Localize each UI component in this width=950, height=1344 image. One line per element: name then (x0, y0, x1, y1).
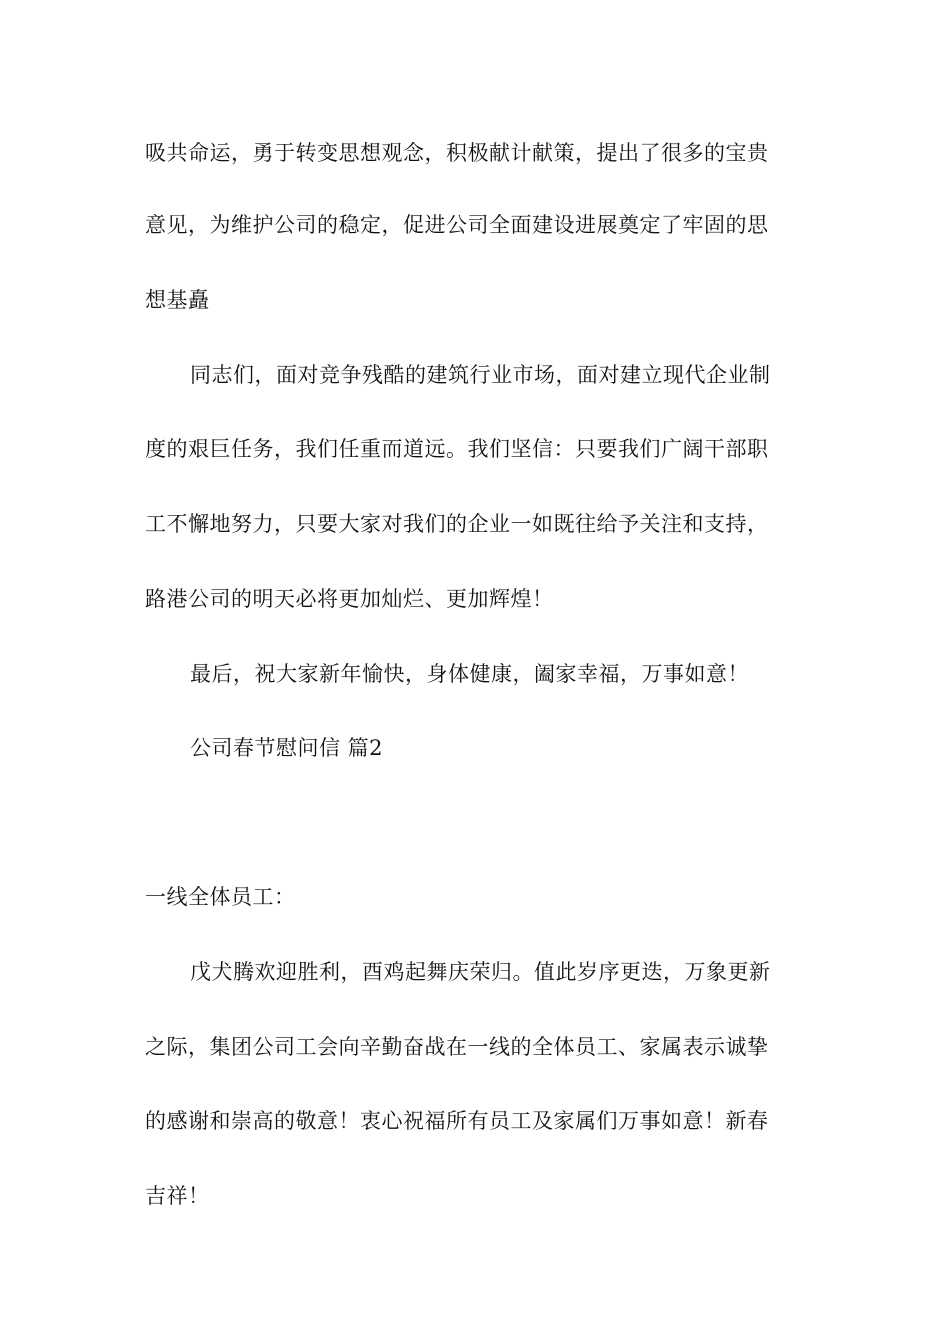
section-heading: 公司春节慰问信 篇2 (190, 736, 384, 760)
paragraph-line: 吉祥！ (145, 1184, 210, 1208)
paragraph-line: 工不懈地努力，只要大家对我们的企业一如既往给予关注和支持， (145, 512, 769, 536)
salutation: 一线全体员工： (145, 885, 296, 909)
paragraph-line: 之际，集团公司工会向辛勤奋战在一线的全体员工、家属表示诚挚 (145, 1035, 769, 1059)
paragraph-line: 想基矗 (145, 288, 210, 312)
paragraph-line: 度的艰巨任务，我们任重而道远。我们坚信：只要我们广阔干部职 (145, 437, 769, 461)
paragraph-line: 路港公司的明天必将更加灿烂、更加辉煌！ (145, 587, 554, 611)
paragraph-line: 戊犬腾欢迎胜利，酉鸡起舞庆荣归。值此岁序更迭，万象更新 (190, 960, 771, 984)
paragraph-line: 最后，祝大家新年愉快，身体健康，阖家幸福，万事如意！ (190, 662, 749, 686)
paragraph-line: 的感谢和崇高的敬意！衷心祝福所有员工及家属们万事如意！新春 (145, 1109, 769, 1133)
paragraph-line: 吸共命运，勇于转变思想观念，积极献计献策，提出了很多的宝贵 (145, 141, 769, 165)
paragraph-line: 同志们，面对竞争残酷的建筑行业市场，面对建立现代企业制 (190, 363, 771, 387)
paragraph-line: 意见，为维护公司的稳定，促进公司全面建设进展奠定了牢固的思 (145, 213, 769, 237)
